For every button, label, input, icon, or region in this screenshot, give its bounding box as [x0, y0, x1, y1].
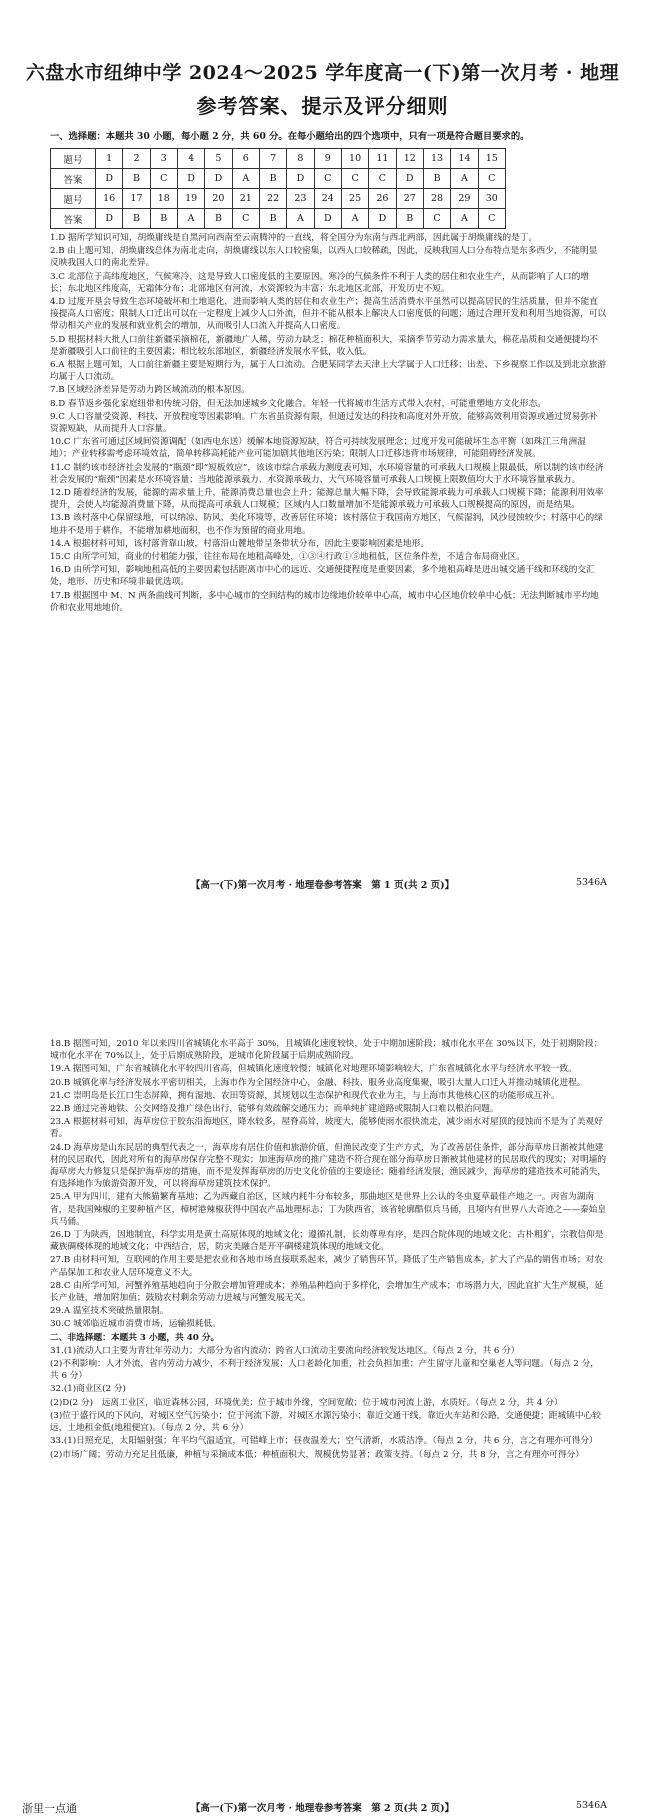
list-item: (2)D(2 分) 远离工业区，临近森林公园，环境优美；位于城市外缘，空间宽敞；位于城市河流上游，水质好。（每点 2 分，共 4 分） [50, 1397, 563, 1408]
list-item: 16.D 由所学可知，影响地租高低的主要因素包括距离市中心的远近、交通便捷程度是重要因素，多个地租高峰是进出城交通干线和环线的交汇处，地形、历史和环境非最优选项。 [50, 565, 595, 588]
table-cell: 16 [95, 189, 122, 209]
table-cell: A [451, 169, 478, 189]
table-cell: A [232, 169, 259, 189]
table-cell: 27 [396, 189, 423, 209]
table-cell: C [232, 209, 259, 229]
table-cell: 30 [478, 189, 505, 209]
table-cell: 26 [369, 189, 396, 209]
table-cell: C [150, 169, 177, 189]
table-cell: D [177, 169, 204, 189]
list-item: 23.A 根据材料可知，海草房位于胶东沿海地区，降水较多，屋脊高耸，坡度大，能够使雨水很快流走，减少雨水对屋顶的侵蚀而不是为了美观好看。 [50, 1117, 603, 1140]
table-cell: D [369, 209, 396, 229]
list-item: 4.D 过度开垦会导致生态环境破坏和土地退化，进而影响人类的居住和农业生产；提高生活消费水平虽然可以提高居民的生活质量，但并不能直接提高人口密度；限制人口迁出可以在一定程度上减少人口外流，但并不能从根本上解决人口密度低的问题；通过合理开发和利用当地资源，可以带动相关产业的发展和就业机会的增加，从而吸引人口流入并提高人口密度。 [50, 297, 606, 332]
table-cell: 11 [369, 149, 396, 169]
table-cell: D [314, 209, 341, 229]
table-cell: 14 [451, 149, 478, 169]
section-heading-choice: 一、选择题：本题共 30 小题，每小题 2 分，共 60 分。在每小题给出的四个选项中，只有一项是符合题目要求的。 [50, 131, 530, 142]
row-label: 题号 [51, 189, 96, 209]
table-cell: 4 [177, 149, 204, 169]
list-item: 1.D 据所学知识可知，胡焕庸线是自黑河向西南至云南腾冲的一直线，将全国分为东南与西北两部，因此属于胡焕庸线的是丁。 [50, 233, 538, 243]
table-cell: 12 [396, 149, 423, 169]
watermark-text: 浙里一点通 [22, 1802, 77, 1815]
table-cell: B [123, 169, 150, 189]
list-item: 21.C 崇明岛是长江口生态屏障，拥有湿地、农田等资源，其规划以生态保护和现代农业为主，与上海市其他核心区的功能形成互补。 [50, 1090, 560, 1101]
row-label: 答案 [51, 209, 96, 229]
table-row [51, 209, 506, 229]
table-cell: A [287, 209, 314, 229]
table-cell: 5 [205, 149, 232, 169]
list-item: 20.B 城镇化率与经济发展水平密切相关，上海市作为全国经济中心，金融、科技、服务业高度集聚，吸引大量人口迁入并推动城镇化进程。 [50, 1077, 586, 1088]
list-item: 26.D 丁为陕西，因地制宜，科学实用是黄土高原体现的地域文化；遵循礼制，长幼尊卑有序，是四合院体现的地域文化；古朴粗犷，宗教信仰是藏族碉楼体现的地域文化；中西结合，居，防灾美融合是开平碉楼建筑体现的地域文化。 [50, 1230, 604, 1253]
table-cell: 6 [232, 149, 259, 169]
table-row [51, 149, 506, 169]
table-cell: 20 [205, 189, 232, 209]
table-cell: 3 [150, 149, 177, 169]
table-cell: C [341, 169, 368, 189]
list-item: 18.B 据图可知，2010 年以来四川省城镇化水平高于 30%，且城镇化速度较快，处于中期加速阶段；城市化水平在 30%以下，处于初期阶段；城市化水平在 70%以上，处于后期成熟阶段，逆城市化阶段属于后期成熟阶段。 [50, 1039, 603, 1062]
table-cell: B [150, 209, 177, 229]
list-item: 14.A 根据材料可知，该村落背靠山坡，村落沿山麓地带呈条带状分布，因此主要影响因素是地形。 [50, 538, 430, 549]
list-item: 10.C 广东省可通过区域间资源调配（如西电东送）缓解本地资源短缺，符合可持续发展理念；过度开发可能破坏生态平衡（如珠江三角洲湿地）；产业转移需考虑环境效益，简单转移高耗能产业可能加剧其他地区污染；限制人口迁移违背市场规律，可能阻碍经济发展。 [50, 437, 586, 460]
list-item: 31.(1)流动人口主要为青壮年劳动力；大部分为省内流动；跨省人口流动主要流向经济较发达地区。（每点 2 分，共 6 分） [50, 1345, 520, 1356]
answer-page-2 [0, 905, 645, 1820]
table-cell: A [177, 209, 204, 229]
table-cell: 10 [341, 149, 368, 169]
table-cell: B [259, 169, 286, 189]
table-cell: 17 [123, 189, 150, 209]
explanation-list [50, 232, 606, 615]
list-item: 13.B 该村落中心保留绿地，可以纳凉、防风、美化环境等，改善居住环境；该村落位于我国南方地区，气候湿润，风沙侵蚀较少；村落中心的绿地并不是用于耕作，不能增加耕地面积，也不作为预留的商业用地。 [50, 513, 603, 536]
table-cell: C [478, 209, 505, 229]
list-item: 25.A 甲为四川，建有大熊猫繁育基地；乙为西藏自治区，区域内耗牛分布较多，那曲地区是世界上公认的冬虫夏草最佳产地之一。丙省为湖南省，是我国辣椒的主要种植产区，樟树港辣椒获得中国农产品地理标志；丁为陕西省，该省轮廓酷似兵马俑，且境内有世界八大奇迹之——秦始皇兵马俑。 [50, 1192, 606, 1227]
footer-text: 【高一(下)第一次月考 · 地理卷参考答案 第 1 页(共 2 页)】 [190, 880, 455, 891]
list-item: 28.C 由所学可知，河蟹养殖基地趋向于分散会增加管理成本；养殖品种趋向于多样化，会增加生产成本；市场潜力大，因此宜扩大生产规模，延长产业链，增加附加值；鼓励农村剩余劳动力进城与河蟹发展无关。 [50, 1280, 604, 1304]
table-cell: C [314, 169, 341, 189]
answer-table [50, 148, 506, 229]
table-cell: D [95, 209, 122, 229]
table-row [51, 169, 506, 189]
table-cell: B [259, 209, 286, 229]
table-cell: 25 [341, 189, 368, 209]
table-cell: B [205, 209, 232, 229]
table-cell: 29 [451, 189, 478, 209]
row-label: 题号 [51, 149, 96, 169]
list-item: 32.(1)商业区(2 分) [50, 1384, 126, 1395]
table-cell: D [205, 169, 232, 189]
table-cell: 23 [287, 189, 314, 209]
table-cell: 21 [232, 189, 259, 209]
table-cell: 13 [423, 149, 450, 169]
table-cell: D [396, 169, 423, 189]
list-item: 8.D 春节返乡强化家庭纽带和传统习俗，但无法加速城乡文化融合。年轻一代将城市生活方式带入农村，可能重塑地方文化形态。 [50, 398, 546, 409]
table-cell: 22 [259, 189, 286, 209]
table-cell: A [451, 209, 478, 229]
list-item: (2)市场广阔；劳动力充足且低廉，种植与采摘成本低；种植面积大，规模优势显著；政策支持。（每点 2 分，共 8 分，言之有理亦可得分） [50, 1449, 584, 1460]
list-item: 17.B 根据图中 M、N 两条曲线可判断，多中心城市的空间结构的城市边缘地价较单中心高，城市中心区地价较单中心低；无法判断城市平均地价和农业用地地价。 [50, 590, 599, 613]
list-item: 19.A 据图可知，广东省城镇化水平较四川省高，但城镇化速度较慢；城镇化对地理环境影响较大，广东省城镇化水平与经济水平较一致。 [50, 1064, 577, 1075]
table-cell: 19 [177, 189, 204, 209]
table-cell: B [123, 209, 150, 229]
table-cell: C [423, 209, 450, 229]
list-item: 11.C 制约该市经济社会发展的“瓶颈”即“短板效应”，该该市综合承载力测度表可知，水环境容量的可承载人口规模上限最低，所以制约该市经济社会发展的“瓶颈”因素是水环境容量；当地能源承载力、水资源承载力、大气环境容量可承载人口规模上限数值均大于水环境容量承载力。 [50, 462, 604, 485]
page-title: 六盘水市纽绅中学 2024～2025 学年度高一(下)第一次月考 · 地理 [25, 62, 620, 84]
list-item: 15.C 由所学可知，商业的付租能力强，往往布局在地租高峰处，①③④行政①⑤地租低，区位条件差，不适合布局商业区。 [50, 552, 525, 563]
table-cell: C [478, 169, 505, 189]
table-cell: 28 [423, 189, 450, 209]
list-item: 29.A 温室技术突破热量限制。 [50, 1306, 169, 1317]
table-row [51, 189, 506, 209]
list-item: 7.B 区域经济差异是劳动力跨区域流动的根本原因。 [50, 385, 250, 396]
list-item: 9.C 人口容量受资源、科技、开放程度等因素影响。广东省虽资源有限，但通过发达的科技和高度对外开放，能够高效利用资源或通过贸易弥补资源短缺，从而提升人口容量。 [50, 411, 598, 435]
list-item: 30.C 城郊临近城市消费市场，运输损耗低。 [50, 1319, 221, 1330]
table-cell: 2 [123, 149, 150, 169]
table-cell: 15 [478, 149, 505, 169]
table-cell: B [423, 169, 450, 189]
table-cell: D [287, 169, 314, 189]
list-item: 27.B 由材料可知，互联网的作用主要是把农业和各地市场直接联系起来，减少了销售环节，降低了生产销售成本，扩大了产品的销售市场；对农产品保加工和农业人居环境意义不大。 [50, 1255, 603, 1278]
table-cell: 1 [95, 149, 122, 169]
list-item: 6.A 根据上题可知，人口前往新疆主要是短期行为，属于人口流动。合肥某同学去天津上大学属于人口迁移；出差、下乡视察工作以及到北京旅游均属于人口流动。 [50, 360, 606, 383]
list-item: (2)不利影响：人才外流，省内劳动力减少，不利于经济发展；人口老龄化加重，社会负担加重；产生留守儿童和空巢老人等问题。（每点 2 分，共 6 分） [50, 1359, 599, 1382]
table-cell: 9 [314, 149, 341, 169]
footer-code: 5346A [575, 877, 607, 888]
list-item: 33.(1)日照充足，太阳辐射强；年平均气温适宜，可错峰上市；昼夜温差大；空气清新，水质洁净。（每点 2 分，共 6 分，言之有理亦可得分） [50, 1436, 598, 1447]
table-cell: C [369, 169, 396, 189]
list-item: (3)位于盛行风的下风向，对城区空气污染小；位于河流下游，对城区水源污染小；靠近交通干线，靠近火车站和公路，交通便捷；距城镇中心较远，土地租金低(地租便宜)。（每点 2 分，共 6 分） [50, 1410, 601, 1434]
table-cell: 8 [287, 149, 314, 169]
list-item: 3.C 北部位于高纬度地区，气候寒冷，这是导致人口密度低的主要原因。寒冷的气候条件不利于人类的居住和农业生产，从而影响了人口的增长；东北地区纬度高，无霜体分布；北部地区有河流，水资源较为丰富；东北地区北部，开发历史不短。 [50, 271, 589, 294]
footer-code: 5346A [575, 1800, 607, 1811]
footer-text: 【高一(下)第一次月考 · 地理卷参考答案 第 2 页(共 2 页)】 [190, 1803, 455, 1814]
table-cell: 7 [259, 149, 286, 169]
list-item: 二、非选择题：本题共 3 小题，共 40 分。 [50, 1332, 220, 1343]
list-item: 12.D 随着经济的发展，能源的需求量上升，能源消费总量也会上升；能源总量大幅下降，会导致能源承载力可承载人口规模下降；能源利用效率提升，会使人均能源消费量下降，从而提高可承载人口规模；区域内人口数量增加不是能源承载力可承载人口规模提高的原因，而是结果。 [50, 488, 604, 511]
list-item: 2.B 由上题可知，胡焕庸线总体为南北走向，胡焕庸线以东人口较密集，以西人口较稀疏，因此，反映我国人口分布特点是东多西少，不能明显反映我国人口的南北差异。 [50, 246, 598, 269]
answer-page-1 [0, 0, 645, 905]
list-item: 5.D 根据材料大批人口前往新疆采摘棉花，新疆地广人稀，劳动力缺乏；棉花种植面积大，采摘季节劳动力需求量大，棉花品质和交通便捷均不是新疆吸引人口前往的主要因素；相比较东部地区，新疆经济发展水平低，收入低。 [50, 334, 598, 357]
table-cell: D [95, 169, 122, 189]
row-label: 答案 [51, 169, 96, 189]
list-item: 22.B 通过完善地铁、公交网络及推广绿色出行，能够有效疏解交通压力；而单纯扩建道路或限制人口难以根治问题。 [50, 1104, 499, 1115]
explanation-list [50, 1038, 606, 1462]
page-subtitle: 参考答案、提示及评分细则 [196, 94, 449, 118]
table-cell: A [341, 209, 368, 229]
table-cell: 18 [150, 189, 177, 209]
list-item: 24.D 海草房是山东民居的典型代表之一，海草房有居住价值和旅游价值，但渔民改变了生产方式，为了改善居住条件，部分海草房日渐被其他建材的民居取代，因此对所有的海草房保存完整不现实；加速海草房的推广建造不符合现在部分海草房日渐被其他建材的民居取代的现实；对明墙的海草房大力修复只是保护海草房的措施，而不是发挥海草房的历史文化价值的主要途径；随着经济发展，渔民减少，海草房的建造技术可能消失，有选择地作为旅游资源开发，可以将海草房建筑技术保护。 [50, 1142, 606, 1190]
table-cell: 24 [314, 189, 341, 209]
table-cell: B [396, 209, 423, 229]
